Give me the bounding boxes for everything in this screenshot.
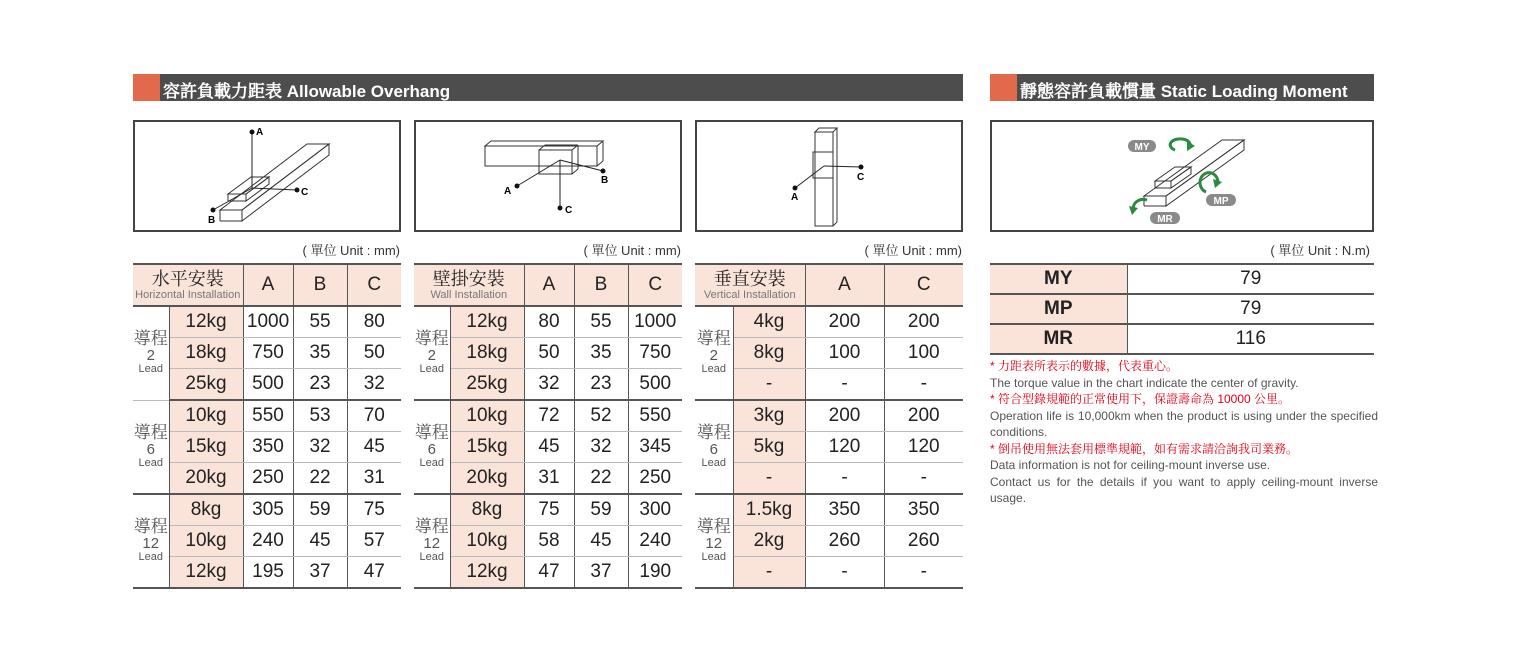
table-row (414, 432, 682, 463)
table-row (133, 432, 401, 463)
value-cell: 31 (347, 463, 401, 495)
value-cell: 45 (524, 432, 574, 463)
installation-name: 垂直安裝 Vertical Installation (695, 264, 805, 306)
load-cell: 1.5kg (733, 494, 805, 526)
value-cell: 200 (884, 306, 963, 338)
value-cell: 500 (628, 369, 682, 401)
lead-group-label: Lead (138, 456, 163, 469)
label-c: C (565, 205, 573, 216)
lead-group-label: 導程 (696, 329, 731, 348)
load-cell: 20kg (450, 463, 524, 495)
load-cell: 8kg (169, 494, 243, 526)
value-cell: 200 (805, 400, 884, 432)
load-cell: 5kg (733, 432, 805, 463)
lead-group-label: 導程 (414, 329, 449, 348)
overhang-title: 容許負載力距表 Allowable Overhang (163, 82, 451, 101)
value-cell: 345 (628, 432, 682, 463)
unit-label-moment: ( 單位 Unit : N.m) (1270, 243, 1370, 258)
label-b: B (601, 175, 609, 186)
table-header (133, 264, 401, 306)
table-row (133, 306, 401, 338)
lead-group-label: Lead (138, 363, 163, 376)
value-cell: 45 (293, 526, 347, 557)
table-row (414, 557, 682, 589)
table-row (695, 306, 963, 338)
load-cell: 20kg (169, 463, 243, 495)
load-cell: 3kg (733, 400, 805, 432)
load-cell: 25kg (169, 369, 243, 401)
load-cell: 12kg (450, 557, 524, 589)
wall-table (414, 263, 682, 589)
value-cell: 350 (805, 494, 884, 526)
header-accent-square (990, 74, 1017, 101)
lead-group-label: 導程 (133, 517, 168, 536)
value-cell: 350 (884, 494, 963, 526)
value-cell: 53 (293, 400, 347, 432)
installation-name: 水平安裝 Horizontal Installation (133, 264, 243, 306)
table-row (414, 306, 682, 338)
table-row (990, 324, 1374, 354)
table-row (133, 494, 401, 526)
moment-header (990, 74, 1374, 101)
moment-rail-illustration (992, 122, 1372, 230)
lead-group (695, 306, 733, 400)
load-cell: 2kg (733, 526, 805, 557)
note-3-zh: * 倒吊使用無法套用標準規範，如有需求請洽詢我司業務。 (990, 441, 1299, 456)
lead-group-label: 2 (146, 347, 155, 365)
lead-group (414, 494, 450, 588)
value-cell: 190 (628, 557, 682, 589)
value-cell: 59 (293, 494, 347, 526)
lead-group-label: Lead (419, 457, 444, 469)
value-cell: 350 (243, 432, 293, 463)
value-cell: - (805, 557, 884, 589)
value-cell: 75 (347, 494, 401, 526)
moment-title: 靜態容許負載慣量 Static Loading Moment (1020, 82, 1348, 101)
value-cell: 57 (347, 526, 401, 557)
value-cell: 47 (524, 557, 574, 589)
value-cell: 45 (347, 432, 401, 463)
value-cell: 550 (243, 400, 293, 432)
table-row (414, 494, 682, 526)
lead-group-label: 2 (427, 347, 436, 364)
note-2-en: Operation life is 10,000km when the product is using under the specified conditions. (990, 408, 1378, 439)
moment-key: MP (990, 294, 1127, 324)
table-row (990, 294, 1374, 324)
note-3-en-2: Contact us for the details if you want to apply ceiling-mount inverse usage. (990, 474, 1378, 505)
load-cell: - (733, 463, 805, 495)
table-row (695, 463, 963, 495)
value-cell: 500 (243, 369, 293, 401)
table-row (695, 432, 963, 463)
table-row (133, 400, 401, 432)
table-row (414, 400, 682, 432)
value-cell: 550 (628, 400, 682, 432)
lead-group-label: 12 (423, 535, 441, 552)
table-row (695, 557, 963, 589)
lead-group-label: Lead (419, 363, 444, 375)
label-a: A (791, 192, 799, 203)
value-cell: 750 (243, 338, 293, 369)
moment-value: 79 (1127, 294, 1374, 324)
value-cell: 70 (347, 400, 401, 432)
value-cell: 23 (574, 369, 628, 401)
value-cell: 55 (293, 306, 347, 338)
my-rotation-arrow (1170, 139, 1195, 151)
load-cell: 15kg (169, 432, 243, 463)
value-cell: - (805, 463, 884, 495)
value-cell: 120 (805, 432, 884, 463)
moment-value: 79 (1127, 264, 1374, 294)
value-cell: 59 (574, 494, 628, 526)
value-cell: 75 (524, 494, 574, 526)
lead-group (133, 494, 169, 588)
load-cell: 25kg (450, 369, 524, 401)
lead-group-label: Lead (701, 457, 726, 469)
moment-diagram (990, 120, 1374, 232)
lead-group (133, 306, 169, 400)
table-row (133, 369, 401, 401)
table-row (133, 338, 401, 369)
lead-group-label: 導程 (696, 517, 731, 536)
column-header: B (574, 264, 628, 306)
value-cell: 750 (628, 338, 682, 369)
value-cell: 52 (574, 400, 628, 432)
column-header: A (805, 264, 884, 306)
table-header (414, 264, 682, 306)
load-cell: 12kg (169, 557, 243, 589)
note-2-zh: * 符合型錄規範的正常使用下，保證壽命為 10000 公里。 (990, 392, 1291, 406)
lead-group-label: Lead (701, 363, 726, 375)
horizontal-table (133, 263, 401, 589)
note-1-zh: * 力距表所表示的數據，代表重心。 (990, 359, 1179, 373)
label-b: B (208, 215, 216, 226)
label-a: A (256, 127, 264, 138)
lead-group-label: 導程 (414, 517, 449, 536)
value-cell: 50 (347, 338, 401, 369)
value-cell: 32 (574, 432, 628, 463)
column-header: B (293, 264, 347, 306)
value-cell: 250 (628, 463, 682, 495)
value-cell: 23 (293, 369, 347, 401)
lead-group-label: 導程 (414, 423, 449, 442)
table-row (695, 526, 963, 557)
label-mp: MP (1213, 196, 1229, 207)
lead-group (414, 306, 450, 400)
note-3-en-1: Data information is not for ceiling-mount inverse use. (990, 458, 1271, 472)
value-cell: 200 (884, 400, 963, 432)
value-cell: 240 (243, 526, 293, 557)
load-cell: 10kg (169, 526, 243, 557)
vertical-table (695, 263, 963, 589)
value-cell: 32 (347, 369, 401, 401)
lead-group-label: Lead (138, 551, 163, 563)
value-cell: 72 (524, 400, 574, 432)
lead-group (414, 400, 450, 494)
lead-group-label: 6 (146, 440, 155, 458)
table-row (133, 526, 401, 557)
table-row (695, 400, 963, 432)
lead-group-label: 12 (142, 535, 160, 552)
table-row (990, 264, 1374, 294)
label-mr: MR (1157, 214, 1173, 225)
value-cell: 37 (574, 557, 628, 589)
unit-label-horizontal: ( 單位 Unit : mm) (302, 243, 400, 258)
lead-group-label: 6 (427, 441, 436, 458)
value-cell: 22 (293, 463, 347, 495)
load-cell: 18kg (450, 338, 524, 369)
notes (990, 358, 1378, 507)
value-cell: 45 (574, 526, 628, 557)
value-cell: 58 (524, 526, 574, 557)
column-header: A (524, 264, 574, 306)
value-cell: - (884, 557, 963, 589)
moment-key: MY (990, 264, 1127, 294)
table-row (695, 338, 963, 369)
lead-group-label: 導程 (696, 423, 731, 442)
vertical-rail-illustration (697, 122, 961, 230)
value-cell: 35 (574, 338, 628, 369)
value-cell: 1000 (243, 306, 293, 338)
load-cell: 10kg (450, 400, 524, 432)
value-cell: 200 (805, 306, 884, 338)
value-cell: 50 (524, 338, 574, 369)
load-cell: 10kg (450, 526, 524, 557)
moment-table (990, 263, 1374, 355)
wall-diagram (414, 120, 682, 232)
load-cell: - (733, 557, 805, 589)
wall-rail-illustration (416, 122, 680, 230)
value-cell: 260 (884, 526, 963, 557)
value-cell: 100 (805, 338, 884, 369)
lead-group (695, 400, 733, 494)
table-header (695, 264, 963, 306)
value-cell: 305 (243, 494, 293, 526)
table-row (133, 557, 401, 589)
column-header: A (243, 264, 293, 306)
unit-label-vertical: ( 單位 Unit : mm) (864, 243, 962, 258)
load-cell: 12kg (450, 306, 524, 338)
table-row (414, 463, 682, 495)
value-cell: 260 (805, 526, 884, 557)
table-row (414, 526, 682, 557)
table-row (695, 369, 963, 401)
load-cell: 8kg (733, 338, 805, 369)
header-accent-square (133, 74, 160, 101)
value-cell: 195 (243, 557, 293, 589)
label-my: MY (1134, 142, 1150, 153)
mp-rotation-arrow (1200, 173, 1222, 192)
lead-group-label: Lead (701, 551, 726, 563)
value-cell: - (805, 369, 884, 401)
table-row (414, 338, 682, 369)
column-header: C (347, 264, 401, 306)
lead-group (133, 400, 169, 494)
moment-value: 116 (1127, 324, 1374, 354)
value-cell: 22 (574, 463, 628, 495)
horizontal-diagram (133, 120, 401, 232)
column-header: C (884, 264, 963, 306)
value-cell: 32 (524, 369, 574, 401)
horizontal-rail-illustration (135, 122, 399, 230)
note-1-en: The torque value in the chart indicate the center of gravity. (990, 375, 1299, 390)
load-cell: 15kg (450, 432, 524, 463)
lead-group-label: 2 (709, 347, 718, 364)
value-cell: 37 (293, 557, 347, 589)
value-cell: 80 (524, 306, 574, 338)
column-header: C (628, 264, 682, 306)
value-cell: 55 (574, 306, 628, 338)
moment-key: MR (990, 324, 1127, 354)
value-cell: 80 (347, 306, 401, 338)
lead-group-label: 12 (705, 535, 723, 552)
value-cell: 47 (347, 557, 401, 589)
value-cell: 120 (884, 432, 963, 463)
load-cell: - (733, 369, 805, 401)
load-cell: 12kg (169, 306, 243, 338)
load-cell: 18kg (169, 338, 243, 369)
installation-name: 壁掛安裝 Wall Installation (414, 264, 524, 306)
unit-label-wall: ( 單位 Unit : mm) (583, 243, 681, 258)
value-cell: 100 (884, 338, 963, 369)
load-cell: 10kg (169, 400, 243, 432)
value-cell: - (884, 369, 963, 401)
lead-group-label: 6 (709, 441, 718, 458)
load-cell: 8kg (450, 494, 524, 526)
lead-group-label: 導程 (133, 329, 168, 349)
lead-group (695, 494, 733, 588)
table-row (414, 369, 682, 401)
value-cell: 1000 (628, 306, 682, 338)
label-c: C (857, 172, 865, 183)
value-cell: 240 (628, 526, 682, 557)
value-cell: 32 (293, 432, 347, 463)
lead-group-label: 導程 (133, 422, 168, 442)
label-a: A (504, 186, 512, 197)
value-cell: 300 (628, 494, 682, 526)
value-cell: - (884, 463, 963, 495)
table-row (133, 463, 401, 495)
lead-group-label: Lead (419, 551, 444, 563)
value-cell: 250 (243, 463, 293, 495)
value-cell: 35 (293, 338, 347, 369)
load-cell: 4kg (733, 306, 805, 338)
table-row (695, 494, 963, 526)
overhang-header (133, 74, 963, 101)
label-c: C (301, 187, 309, 198)
vertical-diagram (695, 120, 963, 232)
value-cell: 31 (524, 463, 574, 495)
